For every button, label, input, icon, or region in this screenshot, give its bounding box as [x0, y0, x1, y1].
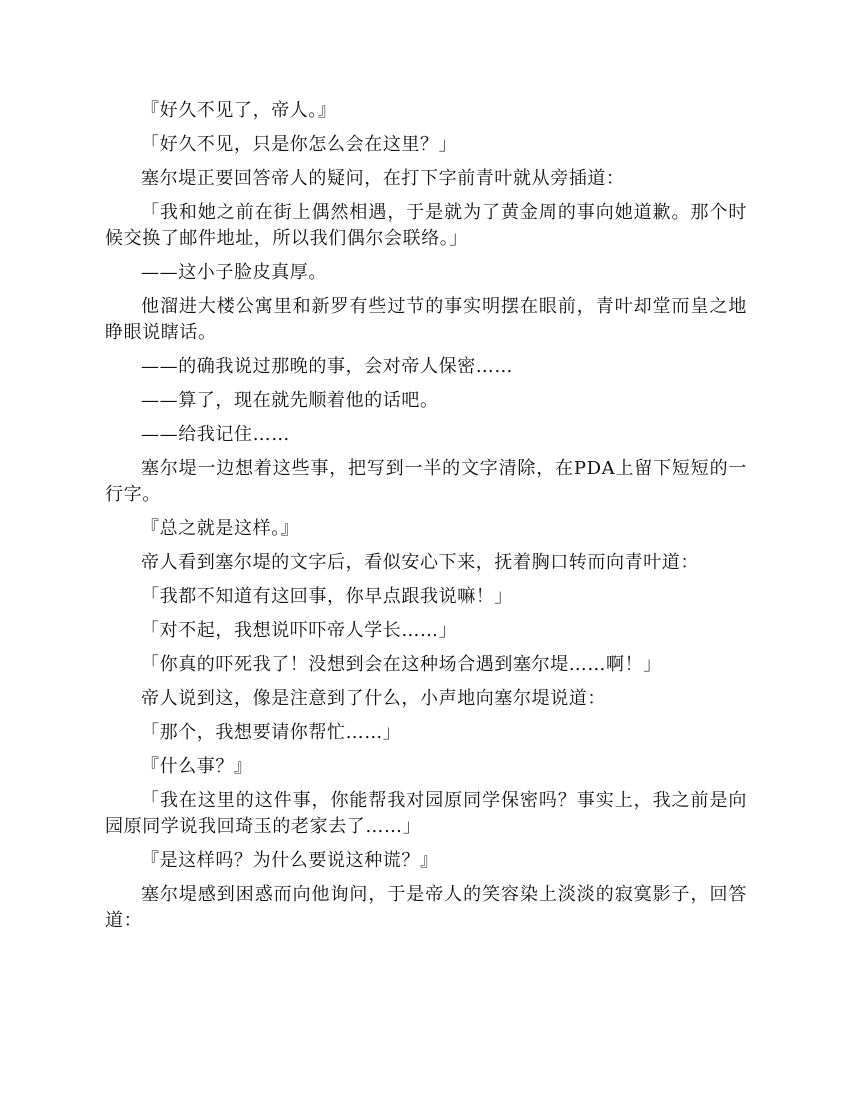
paragraph: ——这小子脸皮真厚。 [141, 262, 327, 283]
paragraph: 『是这样吗？为什么要说这种谎？』 [141, 850, 439, 871]
paragraph: ——给我记住…… [141, 424, 290, 445]
paragraph: 「好久不见，只是你怎么会在这里？」 [141, 134, 458, 155]
paragraph: 「你真的吓死我了！没想到会在这种场合遇到塞尔堤……啊！」 [141, 654, 662, 675]
paragraph: 「我都不知道有这回事，你早点跟我说嘛！」 [141, 586, 513, 607]
paragraph: 塞尔堤正要回答帝人的疑问，在打下字前青叶就从旁插道： [141, 168, 625, 189]
paragraph: 『好久不见了，帝人。』 [141, 100, 337, 121]
paragraph: 他溜进大楼公寓里和新罗有些过节的事实明摆在眼前，青叶却堂而皇之地睁眼说瞎话。 [105, 296, 747, 343]
paragraph: 『总之就是这样。』 [141, 518, 300, 539]
paragraph: 帝人看到塞尔堤的文字后，看似安心下来，抚着胸口转而向青叶道： [141, 552, 699, 573]
paragraph: 「我在这里的这件事，你能帮我对园原同学保密吗？事实上，我之前是向园原同学说我回琦玉的老家去了……」 [105, 790, 747, 837]
paragraph: 「对不起，我想说吓吓帝人学长……」 [141, 620, 458, 641]
paragraph: 『什么事？』 [141, 756, 253, 777]
paragraph: 「我和她之前在街上偶然相遇，于是就为了黄金周的事向她道歉。那个时候交换了邮件地址，所以我们偶尔会联络。」 [105, 202, 747, 249]
paragraph: ——的确我说过那晚的事，会对帝人保密…… [141, 356, 513, 377]
paragraph: 塞尔堤感到困惑而向他询问，于是帝人的笑容染上淡淡的寂寞影子，回答道： [105, 884, 747, 931]
paragraph: ——算了，现在就先顺着他的话吧。 [141, 390, 439, 411]
body-text [105, 98, 747, 942]
paragraph: 塞尔堤一边想着这些事，把写到一半的文字清除，在PDA上留下短短的一行字。 [105, 458, 747, 505]
paragraph: 「那个，我想要请你帮忙……」 [141, 722, 402, 743]
paragraph: 帝人说到这，像是注意到了什么，小声地向塞尔堤说道： [141, 688, 606, 709]
